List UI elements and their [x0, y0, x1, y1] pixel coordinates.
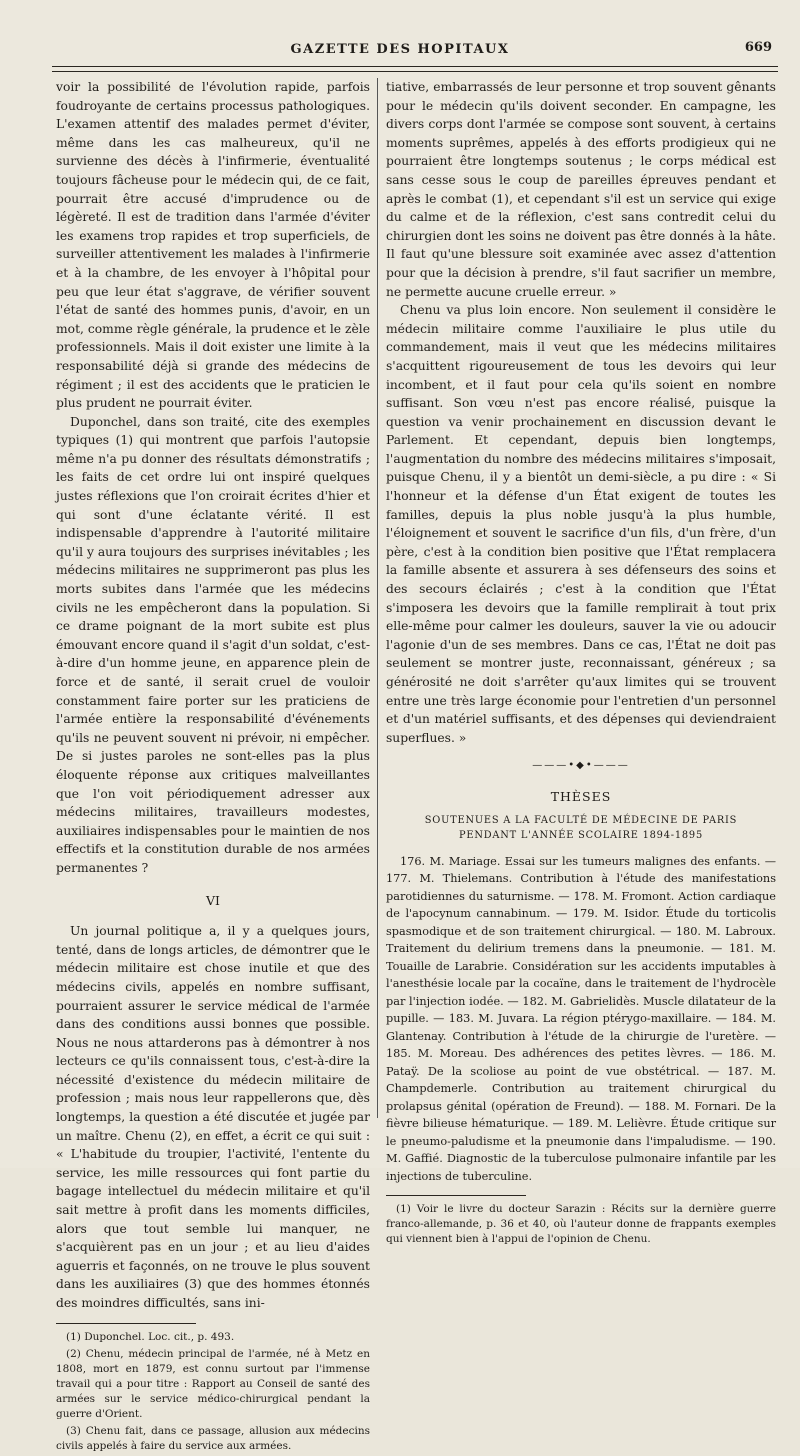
paragraph: Un journal politique a, il y a quelques jours, tenté, dans de longs articles, de démontrer que le médecin militaire est chose inutile et que des médecins civils, appelés en nombre suffisant, pourraient assurer le service médical de l'armée dans des conditions aussi bonnes que possible. Nous ne nous attarderons pas à démontrer à nos lecteurs ce qu'ils connaissent tous, c'est-à-dire la nécessité d'existence du médecin militaire de profession ; mais nous leur rappellerons que, dès longtemps, la question a été discutée et jugée par un maître. Chenu (2), en effet, a écrit ce qui suit : « L'habitude du troupier, l'activité, l'entente du service, les mille ressources qui font partie du bagage intellectuel du médecin militaire et qu'il sait mettre à profit dans les moments difficiles, alors que tout semble lui manquer, ne s'acquièrent pas en un jour ; et au lieu d'aides aguerris et façonnés, on ne trouve le plus souvent dans les auxiliaires (3) que des hommes étonnés des moindres difficultés, sans ini-: [56, 924, 370, 1310]
paragraph: voir la possibilité de l'évolution rapide, parfois foudroyante de certains processus pathologiques. L'examen attentif des malades permet d'éviter, même dans les cas malheureux, qu'il ne survienne des décès à l'infirmerie, éventualité toujours fâcheuse pour le médecin qui, de ce fait, pourrait être accusé d'imprudence ou de légèreté. Il est de tradition dans l'armée d'éviter les examens trop rapides et trop superficiels, de surveiller attentivement les malades à l'infirmerie et à la chambre, de les envoyer à l'hôpital pour peu que leur état s'aggrave, de vérifier souvent l'état de santé des hommes punis, d'avoir, en un mot, comme règle générale, la prudence et le zèle professionnels. Mais il doit exister une limite à la responsabilité déjà si grande des médecins de régiment ; il est des accidents que le praticien le plus prudent ne pourrait éviter.: [56, 80, 370, 411]
theses-subheading-line: PENDANT L'ANNÉE SCOLAIRE 1894-1895: [458, 829, 703, 841]
theses-subheading: [386, 813, 776, 843]
ornament-separator: ———•◆•———: [532, 760, 630, 772]
footnotes-left: [56, 1330, 370, 1454]
left-column: [56, 78, 370, 1456]
page-number: 669: [744, 40, 772, 55]
header-rule-thin: [52, 71, 778, 72]
footnote-rule: [386, 1195, 526, 1196]
footnote-rule: [56, 1323, 196, 1324]
header-rule: [52, 66, 778, 67]
running-header: GAZETTE DES HOPITAUX: [290, 42, 510, 57]
theses-heading: THÈSES: [550, 788, 612, 804]
theses-subheading-line: SOUTENUES A LA FACULTÉ DE MÉDECINE DE PARIS: [424, 814, 738, 826]
paragraph: tiative, embarrassés de leur personne et trop souvent gênants pour le médecin qu'ils doivent seconder. En campagne, les divers corps dont l'armée se compose sont souvent, à certains moments suprêmes, appelés à des efforts prodigieux qui ne pourraient être longtemps soutenus ; le corps médical est sans cesse sous le coup de pareilles épreuves pendant et après le combat (1), et cependant s'il est un service qui exige du calme et de la réflexion, c'est sans contredit celui du chirurgien dont les soins ne doivent pas être donnés à la hâte. Il faut qu'une blessure soit examinée avec assez d'attention pour que la décision à prendre, s'il faut sacrifier un membre, ne permette aucune cruelle erreur. »: [386, 80, 776, 299]
column-divider: [377, 78, 378, 1118]
section-number: VI: [206, 892, 220, 908]
right-column: [386, 78, 776, 1249]
footnote: (1) Voir le livre du docteur Sarazin : Récits sur la dernière guerre franco-allemande, p. 36 et 40, où l'auteur donne de frappants exemples qui viennent bien à l'appui de l'opinion de Chenu.: [386, 1203, 776, 1246]
footnotes-right: [386, 1202, 776, 1247]
footnote: (3) Chenu fait, dans ce passage, allusion aux médecins civils appelés à faire du service aux armées.: [56, 1424, 370, 1452]
paragraph: Duponchel, dans son traité, cite des exemples typiques (1) qui montrent que parfois l'autopsie même n'a pu donner des résultats démonstratifs ; les faits de cet ordre lui ont inspiré quelques justes réflexions que l'on croirait écrites d'hier et qui sont d'une éclatante vérité. Il est indispensable d'apprendre à l'autorité militaire qu'il y aura toujours des surprises inévitables ; les médecins militaires ne supprimeront pas plus les morts subites dans l'armée que les médecins civils ne les empêcheront dans la population. Si ce drame poignant de la mort subite est plus émouvant encore quand il s'agit d'un soldat, c'est-à-dire d'un homme jeune, en apparence plein de force et de santé, il serait cruel de vouloir constamment faire porter sur les praticiens de l'armée entière la responsabilité d'événements qu'ils ne peuvent souvent ni prévoir, ni empêcher. De si justes paroles ne sont-elles pas la plus éloquente réponse aux critiques malveillantes que l'on voit périodiquement adresser aux médecins militaires, travailleurs modestes, auxiliaires indispensables pour le maintien de nos effectifs et la constitution durable de nos armées permanentes ?: [56, 414, 370, 875]
theses-list: 176. M. Mariage. Essai sur les tumeurs malignes des enfants. — 177. M. Thielemans. Contribution à l'étude des manifestations parotidiennes du saturnisme. — 178. M. Fromont. Action cardiaque de l'apocynum cannabinum. — 179. M. Isidor. Étude du torticolis spasmodique et de son traitement chirurgical. — 180. M. Labroux. Traitement du delirium tremens dans la pneumonie. — 181. M. Touaille de Larabrie. Considération sur les accidents imputables à l'anesthésie locale par la cocaïne, dans le traitement de l'hydrocèle par l'injection iodée. — 182. M. Gabrielidès. Muscle dilatateur de la pupille. — 183. M. Juvara. La région ptérygo-maxillaire. — 184. M. Glantenay. Contribution à l'étude de la chirurgie de l'uretère. — 185. M. Moreau. Des adhérences des petites lèvres. — 186. M. Pataÿ. De la scoliose au point de vue obstétrical. — 187. M. Champdemerle. Contribution au traitement chirurgical du prolapsus génital (opération de Freund). — 188. M. Fornari. De la fièvre bilieuse hématurique. — 189. M. Lelièvre. Étude critique sur le pneumo-paludisme et la pneumonie dans l'impaludisme. — 190. M. Gaffié. Diagnostic de la tuberculose pulmonaire infantile par les injections de tuberculine.: [386, 854, 776, 1183]
footnote: (2) Chenu, médecin principal de l'armée, né à Metz en 1808, mort en 1879, est connu surtout par l'immense travail qui a pour titre : Rapport au Conseil de santé des armées sur le service médico-chirurgical pendant la guerre d'Orient.: [56, 1347, 370, 1420]
paragraph: Chenu va plus loin encore. Non seulement il considère le médecin militaire comme l'auxiliaire le plus utile du commandement, mais il veut que les médecins militaires s'acquittent rigoureusement de tous les devoirs qui leur incombent, et il faut pour cela qu'ils soient en nombre suffisant. Son vœu n'est pas encore réalisé, puisque la question va venir prochainement en discussion devant le Parlement. Et cependant, depuis bien longtemps, l'augmentation du nombre des médecins militaires s'imposait, puisque Chenu, il y a bientôt un demi-siècle, a pu dire : « Si l'honneur et la défense d'un État exigent de toutes les familles, depuis la plus noble jusqu'à la plus humble, l'éloignement et souvent le sacrifice d'un fils, d'un frère, d'un père, c'est à la condition bien positive que l'État remplacera la famille absente et assurera à ses défenseurs des soins et des secours éclairés ; c'est à la condition que l'État s'imposera les devoirs que la famille remplirait à tout prix elle-même pour calmer les douleurs, sauver la vie ou adoucir l'agonie d'un de ses membres. Dans ce cas, l'État ne doit pas seulement se montrer juste, reconnaissant, généreux ; sa générosité ne doit s'arrêter qu'aux limites qui se trouvent entre une très large économie pour l'entretien d'un personnel et d'un matériel suffisants, et des dépenses qui deviendraient superflues. »: [386, 303, 776, 745]
footnote: (1) Duponchel. Loc. cit., p. 493.: [66, 1330, 235, 1343]
